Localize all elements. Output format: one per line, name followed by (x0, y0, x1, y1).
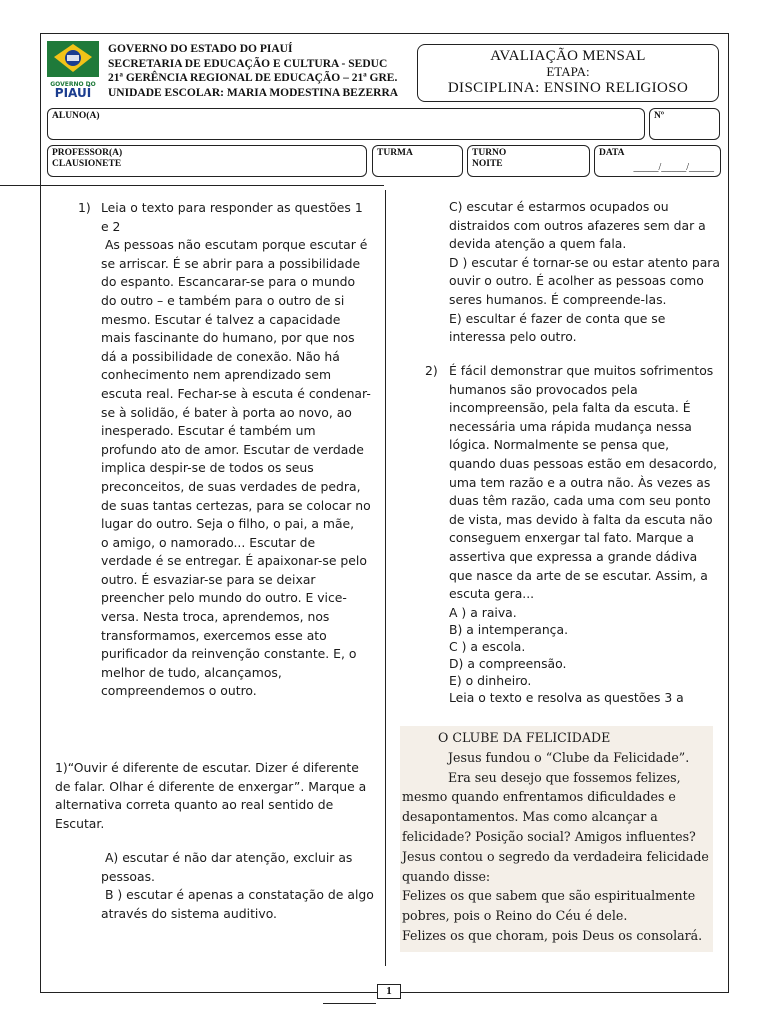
q2-line: É fácil demonstrar que muitos sofrimentos (449, 363, 714, 378)
option-line: A) escutar é não dar atenção, excluir as (101, 850, 353, 865)
logo-small-text: GOVERNO DO (50, 81, 96, 88)
option-line: distraidos com outros afazeres sem dar a (449, 217, 706, 233)
exam-title: AVALIAÇÃO MENSAL (490, 48, 646, 64)
passage-line: melhor de tudo, alcançamos, (101, 664, 282, 680)
option-line: C) escutar é estarmos ocupados ou (449, 199, 669, 214)
q2-line: uma tem razão e a outra não. Às vezes as (449, 474, 711, 490)
q2-option: D) a compreensão. (449, 655, 567, 671)
q2-option: B) a intemperança. (449, 621, 569, 637)
q1b-line: Escutar. (55, 815, 105, 831)
clube-line: mesmo quando enfrentamos dificuldades e (402, 789, 676, 805)
exam-etapa: ETAPA: (546, 64, 590, 79)
q1b-options-left (101, 849, 376, 923)
q2-line: lógica. Normalmente se pensa que, (449, 437, 670, 453)
data-label: DATA (599, 148, 625, 158)
option-line: B ) escutar é apenas a constatação de algo (101, 887, 374, 903)
passage-line: purificador da reinvenção constante. E, o (101, 646, 357, 662)
org-line: SECRETARIA DE EDUCAÇÃO E CULTURA - SEDUC (108, 57, 388, 70)
passage-line: implica despir-se de todos os seus (101, 460, 314, 476)
passage-line: do outro – e também para o outro de si (101, 292, 345, 308)
clube-line: quando disse: (402, 868, 491, 884)
professor-field (47, 145, 367, 177)
option-line: ouvir o outro. É acolher as pessoas como (449, 273, 704, 289)
clube-line: Era seu desejo que fossemos felizes, (448, 769, 681, 785)
q2-line: quando duas pessoas estão em desacordo, (449, 455, 718, 471)
piaui-logo (47, 41, 99, 99)
option-line: devida atenção a quem fala. (449, 236, 627, 252)
passage-line: lugar do outro. Seja o filho, o pai, a mãe, (101, 516, 355, 532)
q2-line: de vista, mas devido à falta da escuta não (449, 511, 713, 527)
q2-line: duas têm razão, cada uma com seu ponto (449, 493, 711, 509)
option-line: E) escultar é fazer de conta que se (449, 310, 666, 326)
clube-line: felicidade? Posição social? Amigos influentes? (402, 828, 696, 844)
q1b-question (55, 759, 375, 833)
aluno-field[interactable] (47, 108, 645, 140)
exam-title-box (417, 44, 719, 102)
q2-line: incompreensão, pela falta da escuta. É (449, 400, 691, 416)
q1b-line: 1)“Ouvir é diferente de escutar. Dizer é diferente (55, 760, 359, 775)
passage-line: transformamos, exercemos esse ato (101, 627, 327, 643)
passage-line: se arriscar. É se abrir para a possibilidade (101, 255, 361, 271)
aluno-label: ALUNO(A) (52, 111, 100, 121)
q1b-line: alternativa correta quanto ao real sentido de (55, 797, 334, 813)
professor-name: CLAUSIONETE (52, 159, 122, 169)
q2-option: C ) a escola. (449, 638, 526, 654)
passage-line: preencher pelo mundo do outro. E vice- (101, 590, 347, 606)
passage-line: de suas tantas certezas, para se colocar no (101, 497, 371, 513)
passage-line: do espanto. Escancarar-se para o mundo (101, 274, 356, 290)
clube-text (402, 728, 714, 946)
q2-option: E) o dinheiro. (449, 672, 532, 688)
q2-line: assertiva que expressa a grande dádiva (449, 548, 698, 564)
turno-field (467, 145, 590, 177)
numero-field[interactable] (649, 108, 720, 140)
column-divider (385, 190, 386, 966)
turma-field[interactable] (372, 145, 463, 177)
q2-number: 2) (425, 363, 438, 378)
turma-label: TURMA (377, 148, 413, 158)
passage-line: se à solidão, é bater à porta ao novo, ao (101, 404, 352, 420)
passage-line: versa. Nesta troca, aprendemos, nos (101, 609, 330, 625)
passage-line: o amigo, o namorado... Escutar de (101, 534, 316, 550)
logo-text: PIAUÍ (54, 86, 92, 99)
professor-label: PROFESSOR(A) (52, 148, 123, 158)
q1b-line: de falar. Olhar é diferente de enxergar”. Marque a (55, 778, 367, 794)
option-line: interessa pelo outro. (449, 329, 577, 345)
clube-line: pobres, pois o Reino do Céu é dele. (402, 908, 628, 924)
q1-passage (101, 199, 376, 701)
turno-value: NOITE (472, 159, 503, 169)
clube-line: Jesus fundou o “Clube da Felicidade”. (448, 749, 690, 765)
clube-line: desapontamentos. Mas como alcançar a (402, 809, 658, 825)
q2-line: humanos são provocados pela (449, 381, 638, 397)
option-line: D ) escutar é tornar-se ou estar atento para (449, 254, 720, 270)
footer-line (323, 1003, 376, 1004)
q2-line: escuta gera... (449, 586, 535, 602)
numero-label: Nº (654, 111, 664, 121)
org-line: 21ª GERÊNCIA REGIONAL DE EDUCAÇÃO – 21ª GRE. (108, 72, 398, 84)
exam-discipline: DISCIPLINA: ENSINO RELIGIOSO (447, 80, 689, 96)
q2-question (449, 362, 721, 706)
option-line: seres humanos. É compreende-las. (449, 291, 667, 307)
org-line: UNIDADE ESCOLAR: MARIA MODESTINA BEZERRA (108, 86, 399, 99)
passage-line: conhecimento nem aprendizado sem (101, 367, 332, 383)
passage-line: inesperado. Escutar é também um (101, 423, 316, 439)
passage-line: compreendemos o outro. (101, 683, 257, 699)
org-block (108, 42, 398, 100)
passage-line: outro. É esvaziar-se para se deixar (101, 571, 316, 587)
passage-line: profundo ato de amor. Escutar de verdade (101, 441, 364, 457)
org-line: GOVERNO DO ESTADO DO PIAUÍ (108, 43, 293, 55)
q1-intro-line: Leia o texto para responder as questões 1 (101, 200, 363, 215)
q2-line: que nasce da arte de se escutar. Assim, a (449, 567, 708, 583)
header-divider (0, 185, 384, 186)
q2-line: conseguem enxergar tal fato. Marque a (449, 530, 695, 546)
q2-option: A ) a raiva. (449, 604, 517, 620)
q2-line: necessária uma rápida mudança nessa (449, 418, 692, 434)
clube-line: Jesus contou o segredo da verdadeira felicidade (402, 848, 709, 864)
q1b-options-right (449, 198, 721, 347)
passage-line: verdade é se entregar. É apaixonar-se pelo (101, 553, 367, 569)
passage-line: escuta real. Fechar-se à escuta é condenar- (101, 385, 371, 401)
passage-line: mesmo. Escutar é talvez a capacidade (101, 311, 341, 327)
q1-number: 1) (78, 200, 91, 215)
passage-line: mais fascinante do humano, por que nos (101, 330, 355, 346)
option-line: pessoas. (101, 868, 155, 884)
turno-label: TURNO (472, 148, 507, 158)
clube-line: Felizes os que sabem que são espiritualmente (402, 888, 696, 904)
clube-title: O CLUBE DA FELICIDADE (438, 730, 611, 745)
option-line: através do sistema auditivo. (101, 905, 277, 921)
data-blank: _____/_____/_____ (633, 162, 714, 173)
q2-line: Leia o texto e resolva as questões 3 a (449, 689, 684, 705)
clube-line: Felizes os que choram, pois Deus os consolará. (402, 927, 703, 943)
passage-line: preconceitos, de suas verdades de pedra, (101, 478, 361, 494)
passage-line: dá a possibilidade de conexão. Não há (101, 348, 340, 364)
q1-intro-line: e 2 (101, 218, 121, 234)
page-number: 1 (377, 984, 401, 999)
passage-line: As pessoas não escutam porque escutar é (101, 237, 368, 253)
data-field[interactable] (594, 145, 721, 177)
